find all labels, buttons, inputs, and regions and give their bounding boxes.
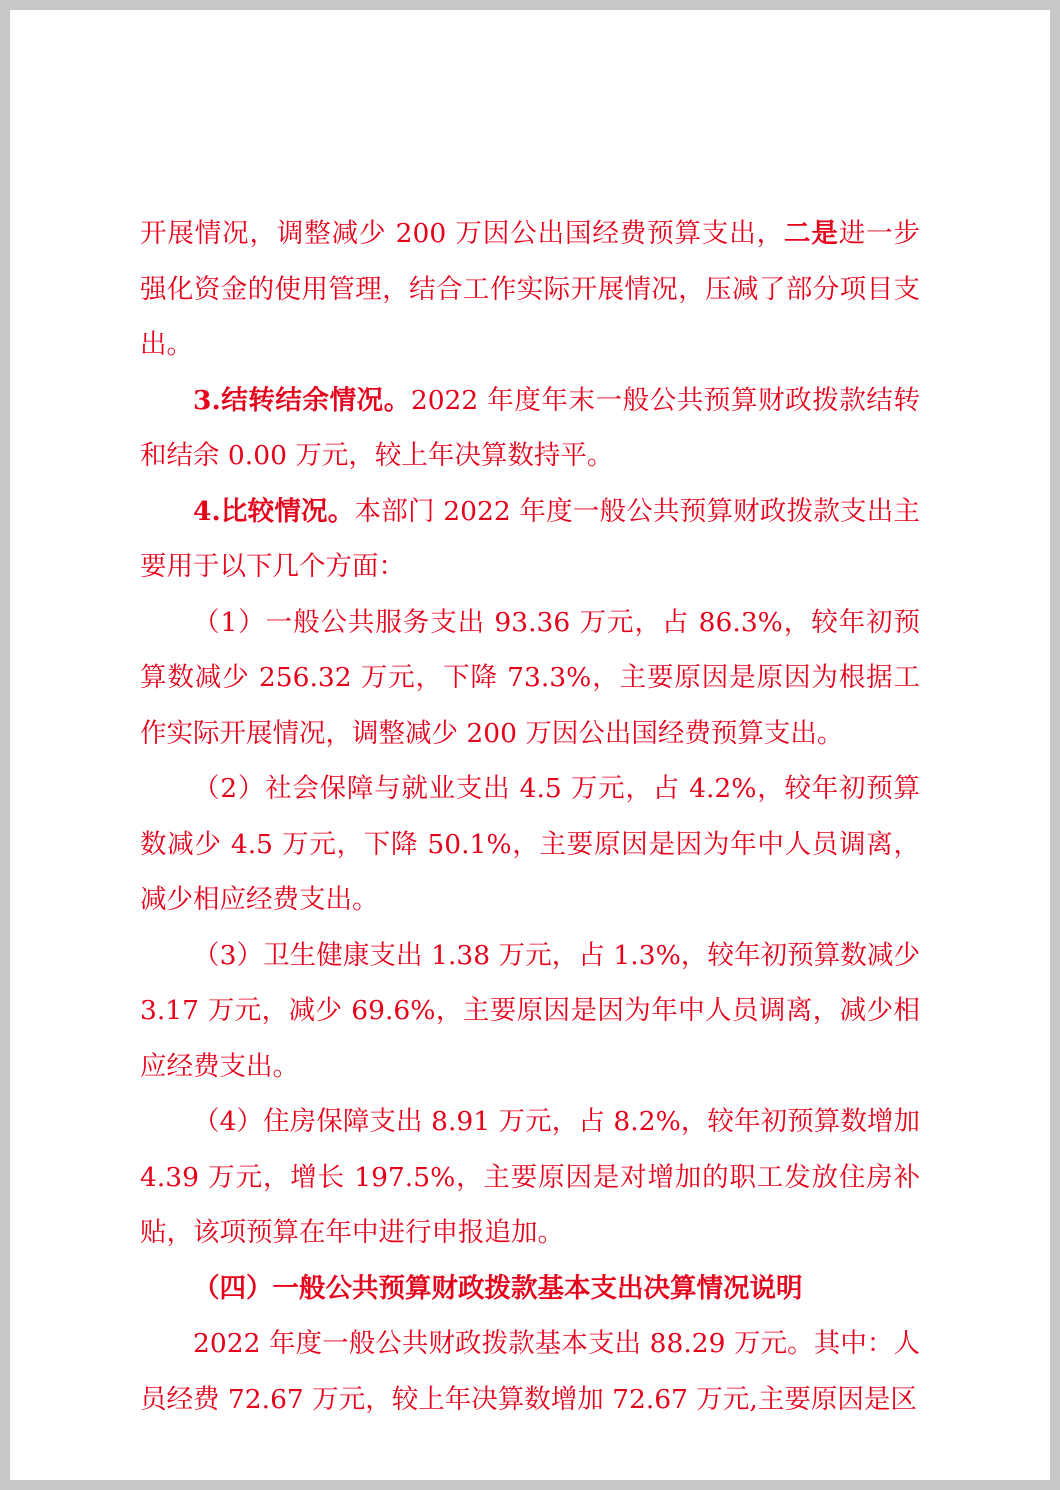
document-body	[140, 206, 920, 1427]
text-segment: 2022 年度一般公共财政拨款基本支出 88.29 万元。其中：人员经费 72.67 万元，较上年决算数增加 72.67 万元,主要原因是区	[140, 1328, 920, 1415]
document-page	[10, 10, 1050, 1480]
text-segment: 2022 年度年末一般公共预算财政拨款结转和结余 0.00 万元，较上年决算数持平。	[140, 384, 920, 471]
text-segment: （4）住房保障支出 8.91 万元，占 8.2%，较年初预算数增加 4.39 万元，增长 197.5%，主要原因是对增加的职工发放住房补贴，该项预算在年中进行申报追加。	[140, 1106, 920, 1248]
text-segment: （2）社会保障与就业支出 4.5 万元，占 4.2%，较年初预算数减少 4.5 万元，下降 50.1%，主要原因是因为年中人员调离，减少相应经费支出。	[140, 773, 920, 915]
paragraph-basic-expenditure	[140, 1316, 920, 1427]
section-heading-basic-expenditure	[140, 1261, 920, 1317]
text-segment: 进一步强化资金的使用管理，结合工作实际开展情况，压减了部分项目支出。	[140, 218, 920, 360]
section-heading-carryover: 3.结转结余情况。	[193, 384, 411, 416]
text-segment: （3）卫生健康支出 1.38 万元，占 1.3%，较年初预算数减少 3.17 万元，减少 69.6%，主要原因是因为年中人员调离，减少相应经费支出。	[140, 939, 920, 1082]
heading-text: （四）一般公共预算财政拨款基本支出决算情况说明	[193, 1272, 803, 1304]
text-segment: （1）一般公共服务支出 93.36 万元，占 86.3%，较年初预算数减少 256.32 万元，下降 73.3%，主要原因是原因为根据工作实际开展情况，调整减少 200 万因公出国经费预算支出。	[140, 606, 920, 749]
paragraph-item-1	[140, 595, 920, 762]
paragraph-item-4	[140, 1094, 920, 1261]
text-segment: 本部门 2022 年度一般公共预算财政拨款支出主要用于以下几个方面：	[140, 495, 920, 582]
paragraph-item-3	[140, 928, 920, 1095]
text-segment: 开展情况，调整减少 200 万因公出国经费预算支出，	[140, 218, 784, 249]
paragraph-carryover	[140, 373, 920, 484]
section-heading-comparison: 4.比较情况。	[193, 495, 355, 527]
emphasis-second-point: 二是	[784, 218, 839, 249]
paragraph-item-2	[140, 761, 920, 928]
paragraph-1	[140, 206, 920, 373]
paragraph-comparison	[140, 484, 920, 595]
